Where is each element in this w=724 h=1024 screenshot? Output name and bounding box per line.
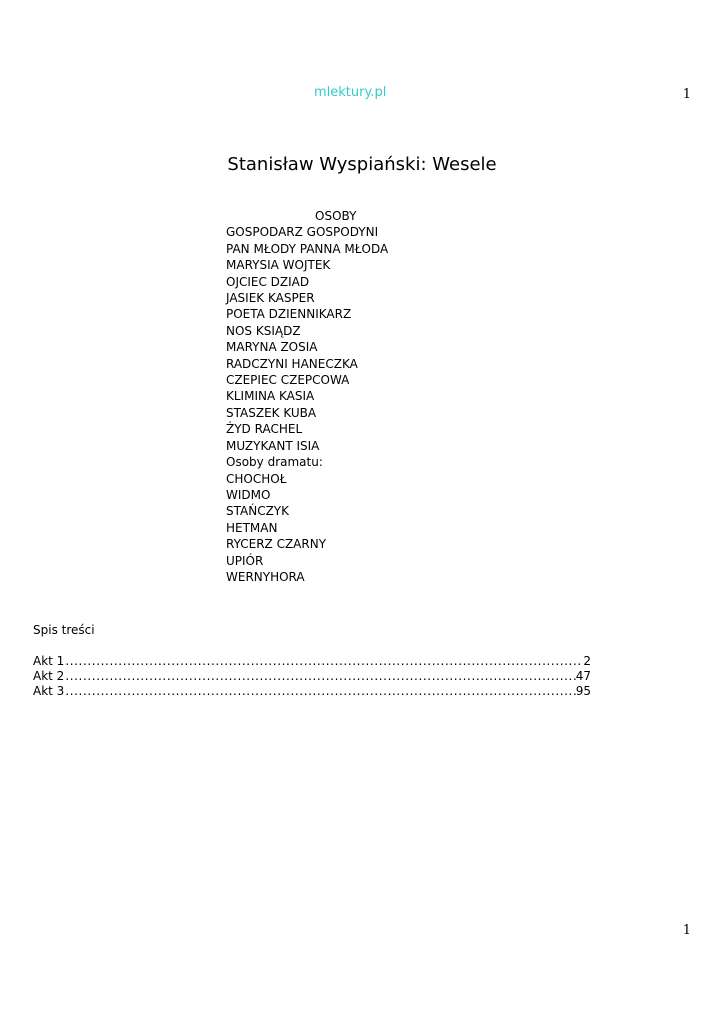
cast-line: JASIEK KASPER: [226, 291, 315, 306]
table-of-contents: [33, 654, 591, 699]
toc-leader-dots: [64, 684, 575, 699]
document-title-text: Stanisław Wyspiański: Wesele: [227, 154, 497, 175]
cast-line: MUZYKANT ISIA: [226, 438, 320, 453]
toc-entry[interactable]: [33, 654, 591, 669]
cast-line: MARYNA ZOSIA: [226, 340, 318, 355]
document-title: [0, 154, 724, 176]
site-link[interactable]: mlektury.pl: [314, 85, 387, 100]
cast-line: WIDMO: [226, 487, 271, 502]
toc-leader-dots: [64, 654, 583, 669]
cast-subheading: Osoby dramatu:: [226, 455, 323, 470]
cast-line: KLIMINA KASIA: [226, 389, 315, 404]
cast-line: POETA DZIENNIKARZ: [226, 307, 352, 322]
cast-line: STAŃCZYK: [226, 504, 289, 519]
toc-entry-page: 2: [583, 654, 591, 668]
cast-line: NOS KSIĄDZ: [226, 323, 301, 338]
cast-line: ŻYD RACHEL: [226, 422, 303, 437]
toc-entry[interactable]: [33, 684, 591, 699]
toc-entry-page: 95: [575, 684, 591, 698]
toc-entry-page: 47: [575, 669, 591, 683]
toc-entry[interactable]: [33, 669, 591, 684]
page-number-bottom: 1: [682, 923, 691, 938]
cast-line: RYCERZ CZARNY: [226, 537, 327, 552]
cast-line: GOSPODARZ GOSPODYNI: [226, 225, 379, 240]
cast-heading: OSOBY: [315, 209, 357, 223]
toc-entry-label: Akt 3: [33, 684, 65, 698]
cast-line: CZEPIEC CZEPCOWA: [226, 373, 350, 388]
cast-line: WERNYHORA: [226, 569, 305, 584]
cast-line: STASZEK KUBA: [226, 405, 317, 420]
cast-line: RADCZYNI HANECZKA: [226, 356, 358, 371]
cast-list: [226, 208, 426, 585]
toc-title: Spis treści: [33, 623, 95, 637]
cast-line: PAN MŁODY PANNA MŁODA: [226, 241, 389, 256]
toc-leader-dots: [64, 669, 575, 684]
cast-line: CHOCHOŁ: [226, 471, 287, 486]
toc-entry-label: Akt 1: [33, 654, 65, 668]
cast-line: HETMAN: [226, 520, 278, 535]
toc-entry-label: Akt 2: [33, 669, 65, 683]
cast-line: OJCIEC DZIAD: [226, 274, 310, 289]
cast-line: UPIÓR: [226, 553, 264, 568]
page-number-top: 1: [682, 87, 691, 102]
cast-line: MARYSIA WOJTEK: [226, 258, 331, 273]
